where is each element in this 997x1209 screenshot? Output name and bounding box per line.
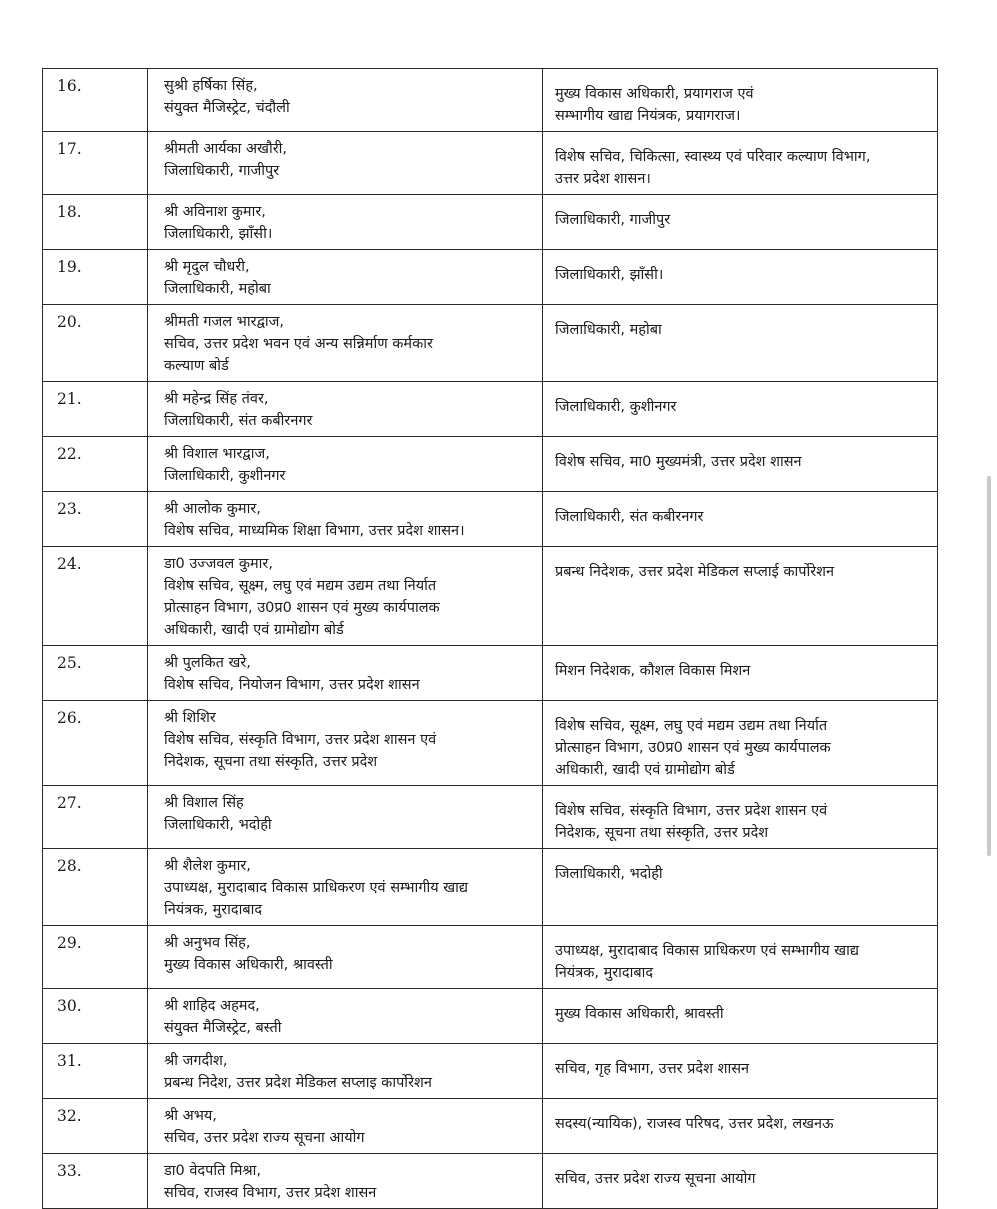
officer-current-post-line: डा0 वेदपति मिश्रा,: [164, 1163, 262, 1179]
officer-current-post-line: श्रीमती गजल भारद्वाज,: [164, 314, 285, 330]
new-posting-line: सम्भागीय खाद्य नियंत्रक, प्रयागराज।: [555, 108, 741, 124]
serial-number: 24.: [43, 547, 148, 646]
table-row: [43, 849, 938, 926]
officer-current-post-cell: [148, 646, 543, 701]
officer-current-post-line: श्री आलोक कुमार,: [164, 501, 261, 517]
officer-current-post-line: श्री जगदीश,: [164, 1053, 228, 1069]
officer-current-post-cell: [148, 305, 543, 382]
officer-current-post-line: विशेष सचिव, संस्कृति विभाग, उत्तर प्रदेश शासन एवं: [164, 732, 437, 748]
officer-current-post-line: विशेष सचिव, सूक्ष्म, लघु एवं मद्यम उद्यम तथा निर्यात: [164, 578, 437, 594]
officer-current-post-line: नियंत्रक, मुरादाबाद: [164, 902, 263, 918]
new-posting-cell: [543, 195, 938, 250]
new-posting-line: सचिव, उत्तर प्रदेश राज्य सूचना आयोग: [555, 1171, 756, 1187]
officer-current-post-line: श्री मृदुल चौधरी,: [164, 259, 250, 275]
new-posting-cell: [543, 250, 938, 305]
officer-current-post-line: निदेशक, सूचना तथा संस्कृति, उत्तर प्रदेश: [164, 754, 378, 770]
new-posting-line: उत्तर प्रदेश शासन।: [555, 171, 651, 187]
table-row: [43, 250, 938, 305]
officer-current-post-line: जिलाधिकारी, कुशीनगर: [164, 468, 286, 484]
officer-current-post-line: उपाध्यक्ष, मुरादाबाद विकास प्राधिकरण एवं सम्भागीय खाद्य: [164, 880, 469, 896]
new-posting-line: जिलाधिकारी, भदोही: [555, 866, 663, 882]
serial-number: 30.: [43, 989, 148, 1044]
new-posting-cell: [543, 382, 938, 437]
officer-current-post-line: जिलाधिकारी, गाजीपुर: [164, 163, 280, 179]
officer-current-post-line: जिलाधिकारी, महोबा: [164, 281, 271, 297]
officer-current-post-cell: [148, 989, 543, 1044]
new-posting-cell: [543, 1154, 938, 1209]
officer-current-post-line: श्रीमती आर्यका अखौरी,: [164, 141, 288, 157]
officer-current-post-line: मुख्य विकास अधिकारी, श्रावस्ती: [164, 957, 333, 973]
officer-current-post-line: विशेष सचिव, माध्यमिक शिक्षा विभाग, उत्तर प्रदेश शासन।: [164, 523, 465, 539]
table-row: [43, 646, 938, 701]
new-posting-cell: [543, 701, 938, 786]
officer-current-post-line: श्री महेन्द्र सिंह तंवर,: [164, 391, 269, 407]
table-row: [43, 132, 938, 195]
officer-current-post-cell: [148, 926, 543, 989]
new-posting-cell: [543, 849, 938, 926]
officer-current-post-cell: [148, 382, 543, 437]
new-posting-line: जिलाधिकारी, संत कबीरनगर: [555, 509, 704, 525]
serial-number: 33.: [43, 1154, 148, 1209]
new-posting-line: सदस्य(न्यायिक), राजस्व परिषद, उत्तर प्रदेश, लखनऊ: [555, 1116, 834, 1132]
table-row: [43, 437, 938, 492]
serial-number: 21.: [43, 382, 148, 437]
officer-current-post-cell: [148, 195, 543, 250]
new-posting-cell: [543, 305, 938, 382]
new-posting-line: जिलाधिकारी, कुशीनगर: [555, 399, 677, 415]
table-row: [43, 989, 938, 1044]
new-posting-line: निदेशक, सूचना तथा संस्कृति, उत्तर प्रदेश: [555, 825, 769, 841]
officer-current-post-line: संयुक्त मैजिस्ट्रेट, बस्ती: [164, 1020, 282, 1036]
new-posting-line: जिलाधिकारी, गाजीपुर: [555, 212, 671, 228]
serial-number: 31.: [43, 1044, 148, 1099]
officer-current-post-line: जिलाधिकारी, भदोही: [164, 817, 272, 833]
officer-current-post-line: कल्याण बोर्ड: [164, 358, 229, 374]
new-posting-cell: [543, 69, 938, 132]
table-row: [43, 547, 938, 646]
officer-current-post-cell: [148, 547, 543, 646]
officer-current-post-cell: [148, 786, 543, 849]
officer-current-post-line: सुश्री हर्षिका सिंह,: [164, 78, 258, 94]
new-posting-cell: [543, 786, 938, 849]
officer-current-post-cell: [148, 1099, 543, 1154]
new-posting-cell: [543, 547, 938, 646]
new-posting-cell: [543, 646, 938, 701]
officer-current-post-cell: [148, 1044, 543, 1099]
new-posting-line: प्रोत्साहन विभाग, उ0प्र0 शासन एवं मुख्य कार्यपालक: [555, 740, 831, 756]
serial-number: 16.: [43, 69, 148, 132]
table-row: [43, 305, 938, 382]
table-row: [43, 1044, 938, 1099]
table-row: [43, 1099, 938, 1154]
serial-number: 19.: [43, 250, 148, 305]
new-posting-line: विशेष सचिव, संस्कृति विभाग, उत्तर प्रदेश शासन एवं: [555, 803, 828, 819]
officer-current-post-line: प्रोत्साहन विभाग, उ0प्र0 शासन एवं मुख्य कार्यपालक: [164, 600, 440, 616]
new-posting-cell: [543, 437, 938, 492]
officer-current-post-line: सचिव, उत्तर प्रदेश भवन एवं अन्य सन्निर्माण कर्मकार: [164, 336, 433, 352]
new-posting-cell: [543, 132, 938, 195]
officer-current-post-line: श्री अनुभव सिंह,: [164, 935, 251, 951]
serial-number: 29.: [43, 926, 148, 989]
new-posting-line: अधिकारी, खादी एवं ग्रामोद्योग बोर्ड: [555, 762, 735, 778]
new-posting-cell: [543, 1099, 938, 1154]
officer-current-post-line: श्री विशाल सिंह: [164, 795, 244, 811]
serial-number: 22.: [43, 437, 148, 492]
new-posting-line: प्रबन्ध निदेशक, उत्तर प्रदेश मेडिकल सप्लाई कार्पोरेशन: [555, 564, 835, 580]
new-posting-line: जिलाधिकारी, झाँसी।: [555, 267, 664, 283]
new-posting-line: विशेष सचिव, चिकित्सा, स्वास्थ्य एवं परिवार कल्याण विभाग,: [555, 149, 871, 165]
officer-current-post-cell: [148, 250, 543, 305]
officer-current-post-line: डा0 उज्जवल कुमार,: [164, 556, 273, 572]
officer-current-post-cell: [148, 69, 543, 132]
officer-current-post-cell: [148, 492, 543, 547]
table-row: [43, 69, 938, 132]
serial-number: 20.: [43, 305, 148, 382]
officer-current-post-line: श्री अभय,: [164, 1108, 217, 1124]
table-row: [43, 382, 938, 437]
officer-current-post-line: प्रबन्ध निदेश, उत्तर प्रदेश मेडिकल सप्लाइ कार्पोरेशन: [164, 1075, 432, 1091]
new-posting-line: मिशन निदेशक, कौशल विकास मिशन: [555, 663, 751, 679]
scrollbar[interactable]: [987, 476, 991, 856]
new-posting-line: विशेष सचिव, मा0 मुख्यमंत्री, उत्तर प्रदेश शासन: [555, 454, 802, 470]
transfer-table: [42, 68, 938, 1209]
officer-current-post-cell: [148, 701, 543, 786]
officer-current-post-line: श्री पुलकित खरे,: [164, 655, 251, 671]
table-row: [43, 926, 938, 989]
new-posting-line: नियंत्रक, मुरादाबाद: [555, 965, 654, 981]
table-row: [43, 492, 938, 547]
officer-current-post-line: श्री शिशिर: [164, 710, 216, 726]
officer-current-post-line: सचिव, राजस्व विभाग, उत्तर प्रदेश शासन: [164, 1185, 377, 1201]
serial-number: 25.: [43, 646, 148, 701]
new-posting-line: सचिव, गृह विभाग, उत्तर प्रदेश शासन: [555, 1061, 750, 1077]
officer-current-post-cell: [148, 437, 543, 492]
officer-current-post-line: विशेष सचिव, नियोजन विभाग, उत्तर प्रदेश शासन: [164, 677, 420, 693]
new-posting-cell: [543, 1044, 938, 1099]
serial-number: 17.: [43, 132, 148, 195]
officer-current-post-cell: [148, 1154, 543, 1209]
officer-current-post-line: संयुक्त मैजिस्ट्रेट, चंदौली: [164, 100, 290, 116]
officer-current-post-line: श्री अविनाश कुमार,: [164, 204, 266, 220]
new-posting-cell: [543, 492, 938, 547]
officer-current-post-line: जिलाधिकारी, झाँसी।: [164, 226, 273, 242]
new-posting-line: उपाध्यक्ष, मुरादाबाद विकास प्राधिकरण एवं सम्भागीय खाद्य: [555, 943, 860, 959]
table-row: [43, 701, 938, 786]
officer-current-post-line: सचिव, उत्तर प्रदेश राज्य सूचना आयोग: [164, 1130, 365, 1146]
new-posting-cell: [543, 989, 938, 1044]
new-posting-line: विशेष सचिव, सूक्ष्म, लघु एवं मद्यम उद्यम तथा निर्यात: [555, 718, 828, 734]
officer-current-post-line: श्री शैलेश कुमार,: [164, 858, 251, 874]
new-posting-line: मुख्य विकास अधिकारी, श्रावस्ती: [555, 1006, 724, 1022]
transfer-list-document: [42, 68, 938, 1209]
table-row: [43, 786, 938, 849]
officer-current-post-line: अधिकारी, खादी एवं ग्रामोद्योग बोर्ड: [164, 622, 344, 638]
officer-current-post-line: जिलाधिकारी, संत कबीरनगर: [164, 413, 313, 429]
serial-number: 18.: [43, 195, 148, 250]
serial-number: 28.: [43, 849, 148, 926]
officer-current-post-line: श्री विशाल भारद्वाज,: [164, 446, 270, 462]
new-posting-line: मुख्य विकास अधिकारी, प्रयागराज एवं: [555, 86, 754, 102]
officer-current-post-line: श्री शाहिद अहमद,: [164, 998, 260, 1014]
officer-current-post-cell: [148, 849, 543, 926]
officer-current-post-cell: [148, 132, 543, 195]
serial-number: 23.: [43, 492, 148, 547]
new-posting-line: जिलाधिकारी, महोबा: [555, 322, 662, 338]
table-row: [43, 1154, 938, 1209]
serial-number: 27.: [43, 786, 148, 849]
transfer-table-body: [43, 69, 938, 1209]
new-posting-cell: [543, 926, 938, 989]
serial-number: 26.: [43, 701, 148, 786]
table-row: [43, 195, 938, 250]
serial-number: 32.: [43, 1099, 148, 1154]
